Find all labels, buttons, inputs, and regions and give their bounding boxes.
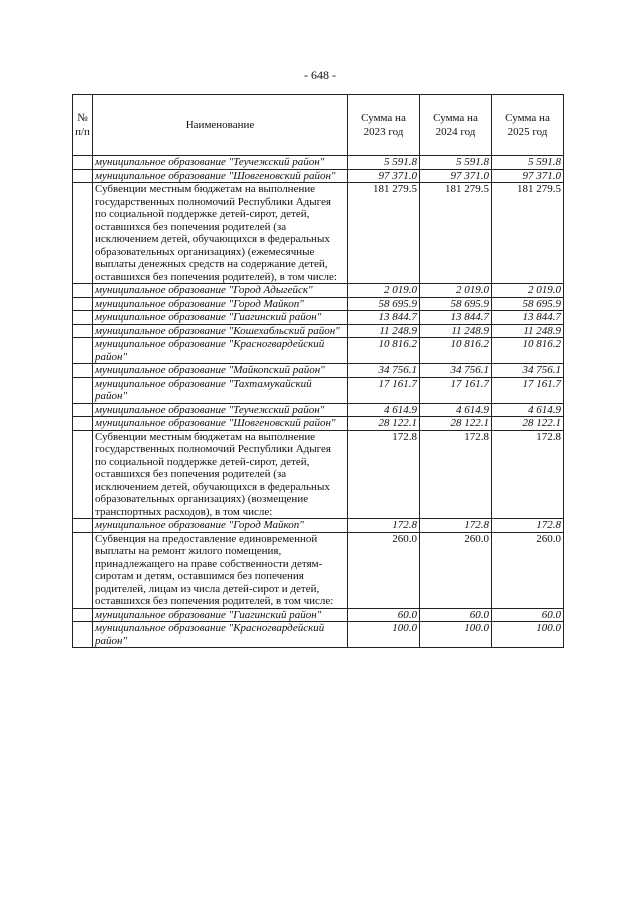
row-name: муниципальное образование "Кошехабльский район" [93, 324, 348, 338]
row-value-2025: 28 122.1 [492, 417, 564, 431]
row-index [73, 622, 93, 648]
row-index [73, 364, 93, 378]
row-value-2025: 4 614.9 [492, 403, 564, 417]
row-index [73, 519, 93, 533]
row-value-2025: 58 695.9 [492, 297, 564, 311]
row-value-2024: 11 248.9 [420, 324, 492, 338]
row-value-2024: 172.8 [420, 519, 492, 533]
row-value-2024: 260.0 [420, 532, 492, 608]
row-value-2025: 172.8 [492, 430, 564, 519]
row-value-2024: 5 591.8 [420, 156, 492, 170]
row-index [73, 311, 93, 325]
table-row [73, 156, 564, 170]
table-row [73, 169, 564, 183]
row-value-2025: 97 371.0 [492, 169, 564, 183]
row-value-2025: 172.8 [492, 519, 564, 533]
row-index [73, 338, 93, 364]
row-value-2025: 10 816.2 [492, 338, 564, 364]
row-value-2023: 260.0 [348, 532, 420, 608]
row-name: муниципальное образование "Красногвардейский район" [93, 338, 348, 364]
row-index [73, 183, 93, 284]
row-value-2024: 2 019.0 [420, 284, 492, 298]
row-index [73, 377, 93, 403]
row-name: муниципальное образование "Город Майкоп" [93, 519, 348, 533]
row-value-2024: 172.8 [420, 430, 492, 519]
row-value-2024: 100.0 [420, 622, 492, 648]
table-row [73, 377, 564, 403]
row-value-2024: 34 756.1 [420, 364, 492, 378]
row-value-2025: 260.0 [492, 532, 564, 608]
row-index [73, 324, 93, 338]
row-value-2024: 10 816.2 [420, 338, 492, 364]
table-row [73, 183, 564, 284]
table-row [73, 338, 564, 364]
header-2025: Сумма на 2025 год [492, 95, 564, 156]
row-index [73, 430, 93, 519]
row-name: муниципальное образование "Город Адыгейск" [93, 284, 348, 298]
row-value-2023: 181 279.5 [348, 183, 420, 284]
table-header-row [73, 95, 564, 156]
row-value-2025: 13 844.7 [492, 311, 564, 325]
row-value-2023: 4 614.9 [348, 403, 420, 417]
row-value-2023: 97 371.0 [348, 169, 420, 183]
header-2023: Сумма на 2023 год [348, 95, 420, 156]
table-row [73, 532, 564, 608]
row-value-2025: 181 279.5 [492, 183, 564, 284]
header-2024: Сумма на 2024 год [420, 95, 492, 156]
row-value-2024: 97 371.0 [420, 169, 492, 183]
row-index [73, 297, 93, 311]
row-value-2023: 58 695.9 [348, 297, 420, 311]
row-index [73, 608, 93, 622]
row-value-2023: 172.8 [348, 519, 420, 533]
row-value-2023: 34 756.1 [348, 364, 420, 378]
row-name: муниципальное образование "Шовгеновский район" [93, 169, 348, 183]
row-index [73, 156, 93, 170]
row-name: муниципальное образование "Теучежский район" [93, 156, 348, 170]
row-value-2025: 100.0 [492, 622, 564, 648]
row-name: муниципальное образование "Красногвардейский район" [93, 622, 348, 648]
row-index [73, 169, 93, 183]
row-value-2023: 13 844.7 [348, 311, 420, 325]
row-value-2023: 10 816.2 [348, 338, 420, 364]
row-name: муниципальное образование "Гиагинский район" [93, 608, 348, 622]
table-row [73, 324, 564, 338]
table-body [73, 156, 564, 648]
table-row [73, 417, 564, 431]
row-value-2024: 181 279.5 [420, 183, 492, 284]
row-index [73, 403, 93, 417]
row-value-2024: 28 122.1 [420, 417, 492, 431]
row-name: муниципальное образование "Шовгеновский район" [93, 417, 348, 431]
row-value-2024: 4 614.9 [420, 403, 492, 417]
row-value-2025: 60.0 [492, 608, 564, 622]
table-row [73, 364, 564, 378]
table-row [73, 430, 564, 519]
row-name: муниципальное образование "Город Майкоп" [93, 297, 348, 311]
row-value-2023: 11 248.9 [348, 324, 420, 338]
table-row [73, 403, 564, 417]
table-row [73, 608, 564, 622]
row-value-2024: 17 161.7 [420, 377, 492, 403]
row-name: муниципальное образование "Теучежский район" [93, 403, 348, 417]
row-value-2025: 2 019.0 [492, 284, 564, 298]
table-row [73, 311, 564, 325]
row-value-2025: 5 591.8 [492, 156, 564, 170]
row-value-2024: 13 844.7 [420, 311, 492, 325]
row-name: Субвенции местным бюджетам на выполнение государственных полномочий Республики Адыгея по социальной поддержке детей-сирот, детей, оставшихся без попечения родителей (за исключением детей, обучающихся в федеральных образовательных организациях) (возмещение транспортных расходов), в том числе: [93, 430, 348, 519]
row-name: муниципальное образование "Тахтамукайский район" [93, 377, 348, 403]
row-value-2023: 172.8 [348, 430, 420, 519]
row-name: муниципальное образование "Майкопский район" [93, 364, 348, 378]
row-value-2024: 60.0 [420, 608, 492, 622]
table-row [73, 284, 564, 298]
row-value-2025: 17 161.7 [492, 377, 564, 403]
row-name: муниципальное образование "Гиагинский район" [93, 311, 348, 325]
table-row [73, 622, 564, 648]
page-number: - 648 - [304, 68, 336, 82]
row-value-2024: 58 695.9 [420, 297, 492, 311]
row-index [73, 417, 93, 431]
row-value-2023: 28 122.1 [348, 417, 420, 431]
row-value-2023: 17 161.7 [348, 377, 420, 403]
row-value-2023: 5 591.8 [348, 156, 420, 170]
row-name: Субвенция на предоставление единовременной выплаты на ремонт жилого помещения, принадлежащего на праве собственности детям-сиротам и детям, оставшимся без попечения родителей, лицам из числа детей-сирот и детей, оставшихся без попечения родителей, в том числе: [93, 532, 348, 608]
table-row [73, 297, 564, 311]
row-value-2023: 2 019.0 [348, 284, 420, 298]
row-value-2023: 60.0 [348, 608, 420, 622]
row-value-2025: 34 756.1 [492, 364, 564, 378]
row-name: Субвенции местным бюджетам на выполнение государственных полномочий Республики Адыгея по социальной поддержке детей-сирот, детей, оставшихся без попечения родителей (за исключением детей, обучающихся в федеральных образовательных организациях) (ежемесячные выплаты денежных средств на содержание детей, оставшихся без попечения родителей), в том числе: [93, 183, 348, 284]
header-name: Наименование [93, 95, 348, 156]
header-num: № п/п [73, 95, 93, 156]
budget-table [72, 94, 564, 648]
row-index [73, 284, 93, 298]
row-value-2023: 100.0 [348, 622, 420, 648]
row-value-2025: 11 248.9 [492, 324, 564, 338]
table-row [73, 519, 564, 533]
row-index [73, 532, 93, 608]
